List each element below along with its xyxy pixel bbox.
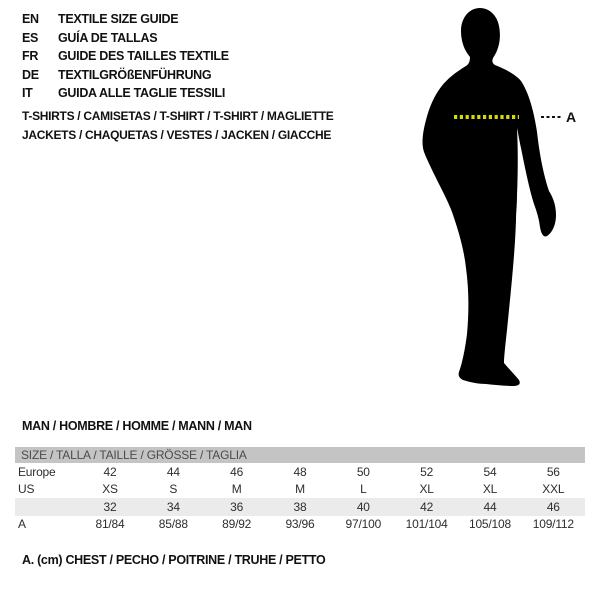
table-row bbox=[15, 516, 585, 534]
language-row bbox=[22, 84, 229, 103]
language-label: GUIDA ALLE TAGLIE TESSILI bbox=[58, 86, 226, 100]
size-table-header: SIZE / TALLA / TAILLE / GRÖSSE / TAGLIA bbox=[15, 447, 585, 463]
size-cell: M bbox=[295, 482, 305, 497]
man-silhouette-figure bbox=[400, 0, 600, 400]
size-cell: 40 bbox=[356, 499, 370, 514]
language-label: GUÍA DE TALLAS bbox=[58, 30, 158, 45]
size-cell: 54 bbox=[483, 464, 497, 479]
language-row bbox=[22, 47, 229, 66]
size-table-header-row bbox=[15, 447, 585, 463]
language-row bbox=[22, 10, 229, 29]
size-cell: 34 bbox=[166, 499, 180, 514]
size-cell: 89/92 bbox=[222, 517, 252, 532]
size-cell: 105/108 bbox=[468, 517, 511, 532]
row-label: Europe bbox=[18, 464, 56, 479]
size-cell: 97/100 bbox=[345, 517, 382, 532]
language-list bbox=[22, 10, 229, 103]
size-table bbox=[15, 447, 585, 533]
size-cell: 36 bbox=[230, 499, 244, 514]
size-cell: 81/84 bbox=[95, 517, 125, 532]
category-line-tshirts: T-SHIRTS / CAMISETAS / T-SHIRT / T-SHIRT / MAGLIETTE bbox=[22, 109, 334, 123]
row-label: US bbox=[18, 482, 35, 497]
size-cell: 48 bbox=[293, 464, 307, 479]
size-cell: L bbox=[360, 482, 367, 497]
man-silhouette-path bbox=[423, 8, 556, 386]
language-code: FR bbox=[22, 49, 39, 63]
size-cell: 46 bbox=[230, 464, 244, 479]
man-silhouette-svg bbox=[400, 0, 600, 400]
size-cell: 85/88 bbox=[158, 517, 188, 532]
size-cell: 44 bbox=[166, 464, 180, 479]
language-label: TEXTILE SIZE GUIDE bbox=[58, 12, 179, 26]
size-cell: XS bbox=[102, 482, 118, 497]
measurement-a-label: A bbox=[566, 109, 577, 125]
size-table-body bbox=[15, 447, 585, 533]
size-cell: XL bbox=[419, 482, 434, 497]
size-cell: 46 bbox=[546, 499, 560, 514]
size-cell: 109/112 bbox=[532, 517, 574, 532]
size-cell: 56 bbox=[546, 464, 560, 479]
size-cell: XXL bbox=[542, 482, 565, 497]
table-row bbox=[15, 498, 585, 516]
language-code: IT bbox=[22, 86, 33, 100]
language-code: EN bbox=[22, 12, 39, 26]
section-title-man: MAN / HOMBRE / HOMME / MANN / MAN bbox=[22, 419, 252, 433]
size-cell: M bbox=[231, 482, 242, 497]
table-row bbox=[15, 463, 585, 481]
language-label: TEXTILGRÖßENFÜHRUNG bbox=[58, 67, 212, 82]
language-code: DE bbox=[22, 67, 39, 82]
size-cell: 101/104 bbox=[405, 517, 448, 532]
size-cell: 93/96 bbox=[285, 517, 315, 532]
table-row bbox=[15, 481, 585, 499]
category-line-jackets: JACKETS / CHAQUETAS / VESTES / JACKEN / GIACCHE bbox=[22, 127, 332, 142]
size-cell: 38 bbox=[293, 499, 307, 514]
chest-footnote: A. (cm) CHEST / PECHO / POITRINE / TRUHE / PETTO bbox=[22, 553, 326, 567]
size-cell: 44 bbox=[483, 499, 497, 514]
size-cell: 52 bbox=[420, 464, 434, 479]
size-cell: XL bbox=[482, 482, 498, 497]
language-row bbox=[22, 66, 229, 85]
row-label bbox=[15, 498, 78, 516]
row-label: A bbox=[18, 517, 26, 532]
language-label: GUIDE DES TAILLES TEXTILE bbox=[58, 49, 229, 63]
language-row bbox=[22, 29, 229, 48]
language-code: ES bbox=[22, 30, 39, 45]
category-lines bbox=[22, 107, 334, 144]
size-cell: 42 bbox=[420, 499, 434, 514]
size-cell: 32 bbox=[103, 499, 117, 514]
size-cell: 42 bbox=[103, 464, 117, 479]
size-cell: S bbox=[169, 482, 178, 497]
size-cell: 50 bbox=[356, 464, 370, 479]
